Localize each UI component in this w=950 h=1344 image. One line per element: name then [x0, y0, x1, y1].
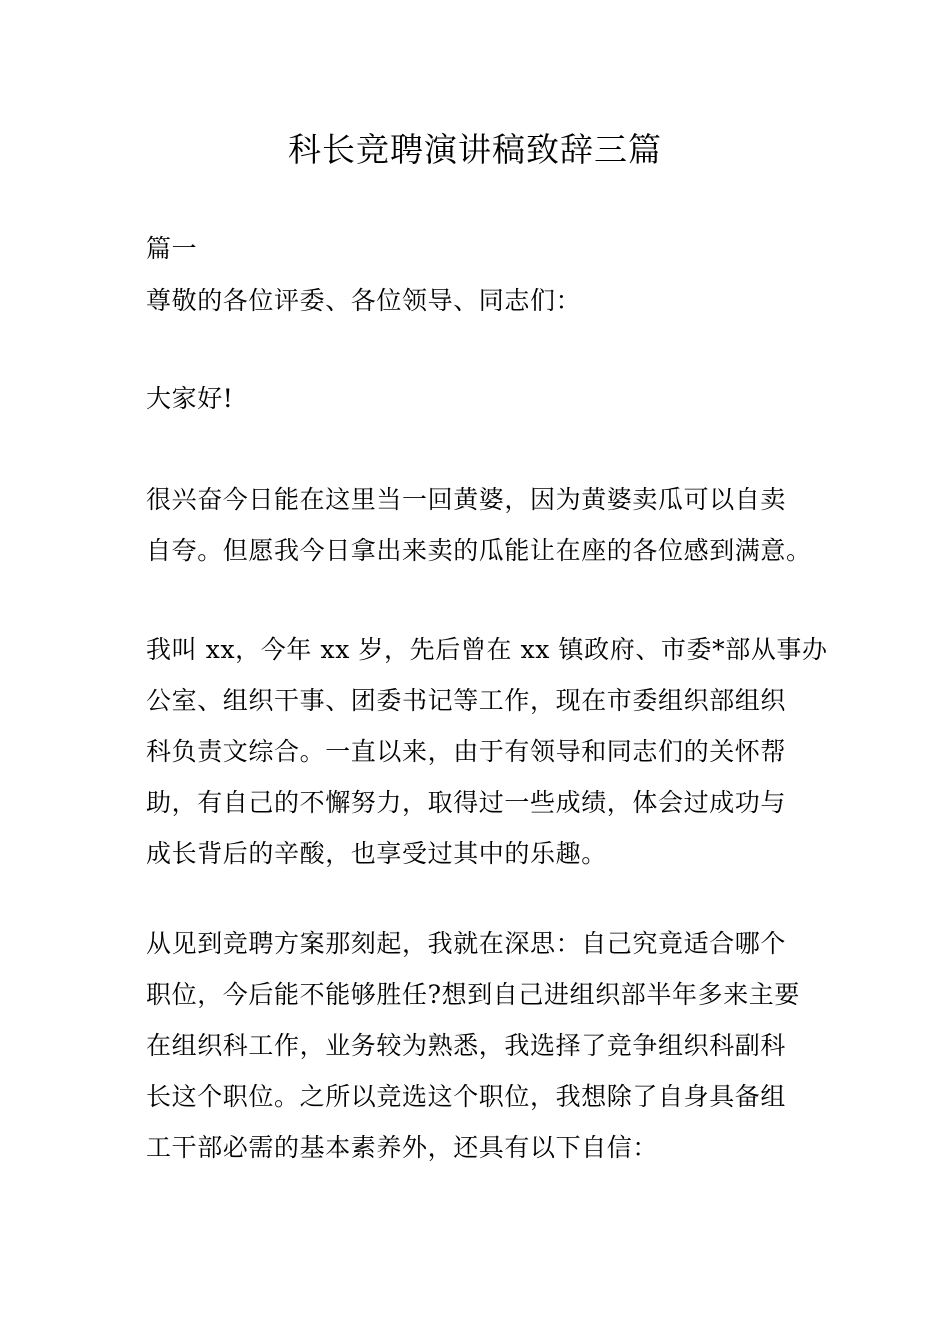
paragraph-line: 工干部必需的基本素养外，还具有以下自信：: [146, 1133, 659, 1162]
paragraph-line: 我叫 xx，今年 xx 岁，先后曾在 xx 镇政府、市委*部从事办: [146, 635, 828, 664]
paragraph-line: 职位，今后能不能够胜任?想到自己进组织部半年多来主要: [146, 980, 801, 1009]
paragraph-line: 科负责文综合。一直以来，由于有领导和同志们的关怀帮: [146, 737, 787, 766]
paragraph-line: 长这个职位。之所以竞选这个职位，我想除了自身具备组: [146, 1082, 787, 1111]
paragraph-line: 助，有自己的不懈努力，取得过一些成绩，体会过成功与: [146, 788, 787, 817]
paragraph-line: 很兴奋今日能在这里当一回黄婆，因为黄婆卖瓜可以自卖: [146, 485, 787, 514]
paragraph-1: [146, 474, 812, 576]
greeting: 大家好!: [146, 384, 234, 413]
section-label: 篇一: [146, 234, 198, 263]
paragraph-line: 公室、组织干事、团委书记等工作，现在市委组织部组织: [146, 686, 787, 715]
paragraph-line: 成长背后的辛酸，也享受过其中的乐趣。: [146, 839, 607, 868]
salutation: 尊敬的各位评委、各位领导、同志们：: [146, 286, 582, 315]
paragraph-line: 在组织科工作，业务较为熟悉，我选择了竞争组织科副科: [146, 1031, 787, 1060]
paragraph-line: 自夸。但愿我今日拿出来卖的瓜能让在座的各位感到满意。: [146, 536, 812, 565]
paragraph-3: [146, 918, 808, 1173]
paragraph-line: 从见到竞聘方案那刻起，我就在深思：自己究竟适合哪个: [146, 929, 787, 958]
paragraph-2: [146, 624, 828, 879]
document-title: 科长竞聘演讲稿致辞三篇: [288, 130, 662, 169]
